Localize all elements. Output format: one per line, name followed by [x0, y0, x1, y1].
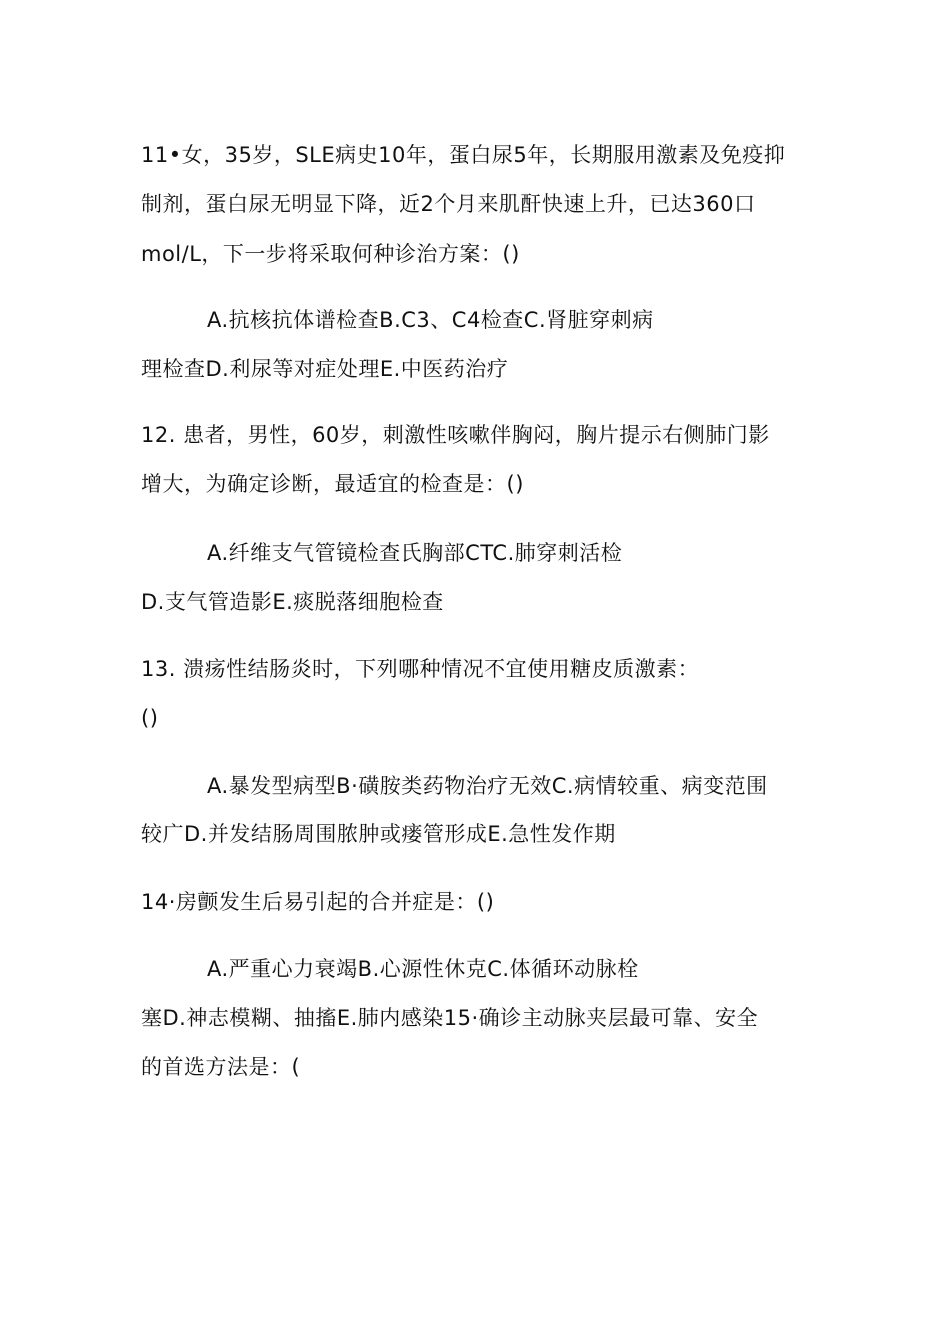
q11-stem-line-3: mol/L，下一步将采取何种诊治方案：() — [141, 242, 520, 266]
q15-stem-line-1: 的首选方法是：( — [141, 1055, 301, 1079]
q13-options-line-2: 较广D.并发结肠周围脓肿或瘘管形成E.急性发作期 — [141, 822, 616, 846]
q14-options-line-1: A.严重心力衰竭B.心源性休克C.体循环动脉栓 — [207, 957, 639, 981]
q11-stem-line-2: 制剂，蛋白尿无明显下降，近2个月来肌酐快速上升，已达360口 — [141, 192, 756, 216]
q12-stem-line-2: 增大，为确定诊断，最适宜的检查是：() — [141, 472, 524, 496]
q12-options-line-2: D.支气管造影E.痰脱落细胞检查 — [141, 590, 444, 614]
q13-options-line-1: A.暴发型病型B·磺胺类药物治疗无效C.病情较重、病变范围 — [207, 774, 768, 798]
q11-stem-line-1: 11•女，35岁，SLE病史10年，蛋白尿5年，长期服用激素及免疫抑 — [141, 143, 786, 167]
q14-options-line-2: 塞D.神志模糊、抽搐E.肺内感染15·确诊主动脉夹层最可靠、安全 — [141, 1006, 759, 1030]
q13-stem-line-1: 13. 溃疡性结肠炎时，下列哪种情况不宜使用糖皮质激素： — [141, 657, 700, 681]
q13-stem-line-2: () — [141, 706, 159, 730]
q11-options-line-2: 理检查D.利尿等对症处理E.中医药治疗 — [141, 357, 509, 381]
q12-stem-line-1: 12. 患者，男性，60岁，刺激性咳嗽伴胸闷，胸片提示右侧肺门影 — [141, 423, 770, 447]
q11-options-line-1: A.抗核抗体谱检查B.C3、C4检查C.肾脏穿刺病 — [207, 308, 654, 332]
q14-stem-line-1: 14·房颤发生后易引起的合并症是：() — [141, 890, 495, 914]
q12-options-line-1: A.纤维支气管镜检查氏胸部CTC.肺穿刺活检 — [207, 541, 623, 565]
